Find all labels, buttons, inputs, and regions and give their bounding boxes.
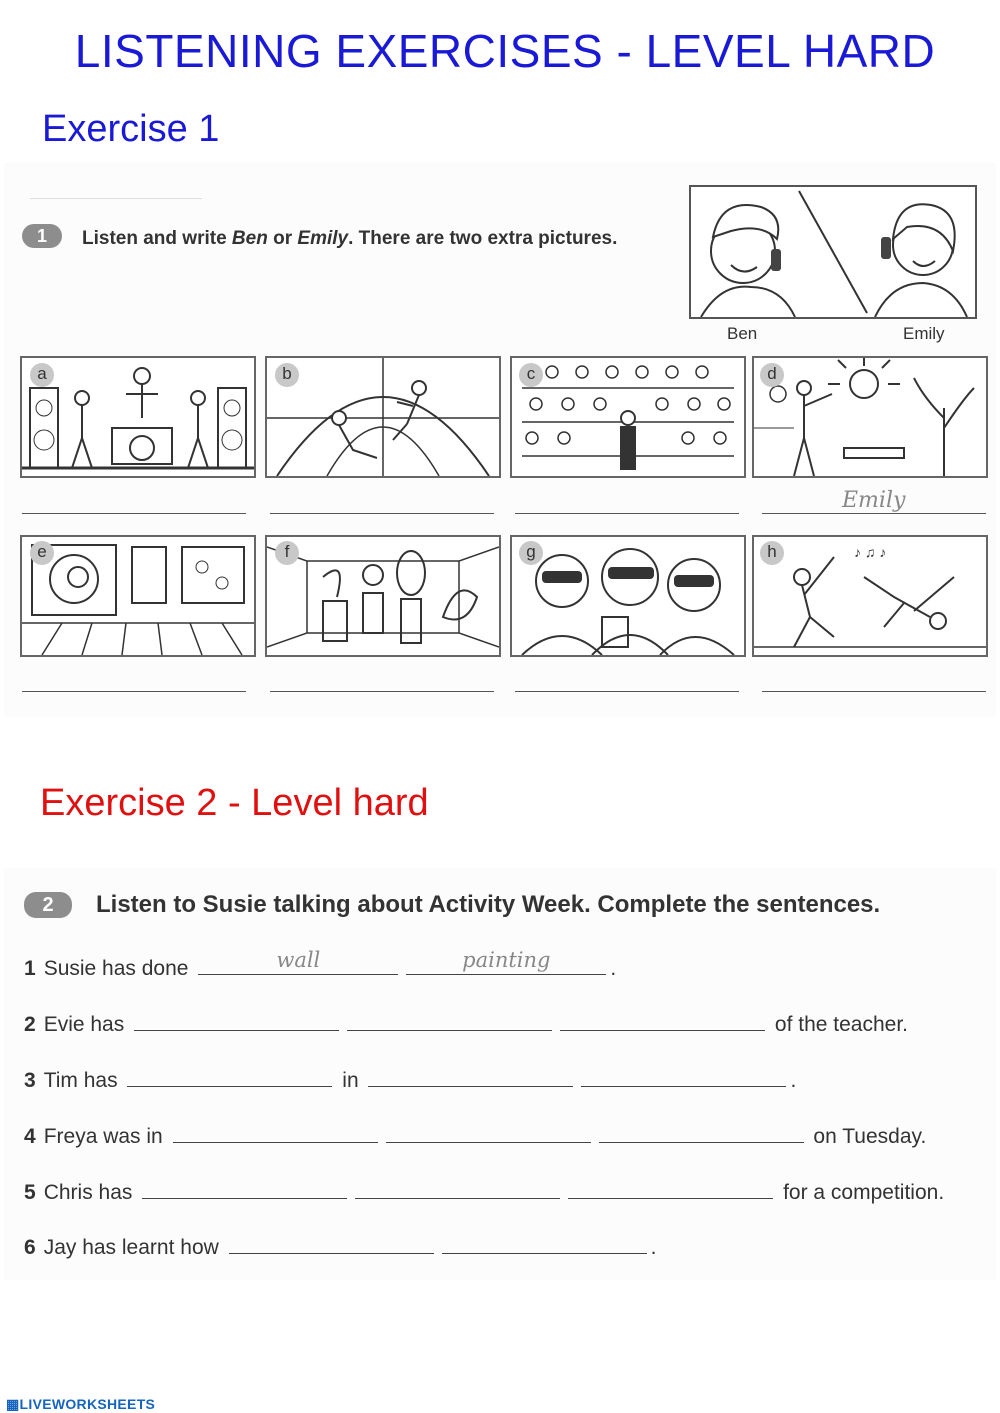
answer-d: Emily <box>842 488 906 513</box>
blank-input[interactable]: painting <box>406 956 606 975</box>
picture-a <box>20 356 256 478</box>
liveworksheets-logo: ▦LIVEWORKSHEETS <box>6 1396 156 1412</box>
exercise-1-instruction: Listen and write Ben or Emily. There are two extra pictures. <box>82 228 618 249</box>
sentence-4: 4 Freya was in on Tuesday. <box>24 1125 927 1148</box>
blank-input[interactable] <box>568 1180 773 1199</box>
art-gallery-icon <box>22 537 254 655</box>
answer-line-g[interactable] <box>515 691 739 692</box>
blank-input[interactable] <box>599 1124 804 1143</box>
sentence-1: 1 Susie has done wall painting . <box>24 948 617 980</box>
sculpture-museum-icon <box>267 537 499 655</box>
picture-g <box>510 535 746 657</box>
answer-line-h[interactable] <box>762 691 986 692</box>
worksheet-icon: ▦ <box>6 1396 20 1412</box>
answer-line-c[interactable] <box>515 513 739 514</box>
trapeze-icon <box>267 358 499 476</box>
orchestra-icon <box>512 358 744 476</box>
picture-letter-h: h <box>760 541 784 565</box>
sentence-6: 6 Jay has learnt how . <box>24 1236 657 1259</box>
picture-letter-b: b <box>275 363 299 387</box>
ben-emily-illustration <box>689 185 977 319</box>
blank-input[interactable] <box>347 1012 552 1031</box>
picture-h <box>752 535 988 657</box>
picture-letter-a: a <box>30 363 54 387</box>
picture-e <box>20 535 256 657</box>
page-title: LISTENING EXERCISES - LEVEL HARD <box>74 25 936 77</box>
picture-c <box>510 356 746 478</box>
exercise-1-heading: Exercise 1 <box>42 108 220 150</box>
3d-cinema-icon <box>512 537 744 655</box>
blank-input[interactable] <box>560 1012 765 1031</box>
blank-input[interactable] <box>581 1068 786 1087</box>
picture-letter-e: e <box>30 541 54 565</box>
blank-input[interactable] <box>173 1124 378 1143</box>
exercise-2-heading: Exercise 2 - Level hard <box>40 782 429 824</box>
picture-letter-g: g <box>519 541 543 565</box>
emily-label: Emily <box>903 324 945 343</box>
blank-input[interactable] <box>368 1068 573 1087</box>
exercise-1-number: 1 <box>22 224 62 248</box>
picture-letter-d: d <box>760 363 784 387</box>
answer-line-e[interactable] <box>22 691 246 692</box>
blank-input[interactable] <box>442 1235 647 1254</box>
picture-d <box>752 356 988 478</box>
sentence-2: 2 Evie has of the teacher. <box>24 1013 909 1036</box>
divider <box>30 198 202 199</box>
picture-f <box>265 535 501 657</box>
phone-call-icon <box>691 187 975 317</box>
sentence-5: 5 Chris has for a competition. <box>24 1181 945 1204</box>
exercise-2-instruction: Listen to Susie talking about Activity Week. Complete the sentences. <box>96 891 881 918</box>
picture-b <box>265 356 501 478</box>
blank-input[interactable] <box>127 1068 332 1087</box>
svg-text:♪ ♫ ♪: ♪ ♫ ♪ <box>854 544 887 560</box>
answer-line-f[interactable] <box>270 691 494 692</box>
blank-input[interactable] <box>229 1235 434 1254</box>
breakdance-icon <box>754 537 986 655</box>
exercise-2-number: 2 <box>24 892 72 918</box>
blank-input[interactable]: wall <box>198 956 398 975</box>
answer-line-d[interactable] <box>762 513 986 514</box>
picture-letter-f: f <box>275 541 299 565</box>
blank-input[interactable] <box>386 1124 591 1143</box>
answer-line-b[interactable] <box>270 513 494 514</box>
blank-input[interactable] <box>355 1180 560 1199</box>
rock-band-icon <box>22 358 254 476</box>
ben-label: Ben <box>727 324 758 343</box>
answer-line-a[interactable] <box>22 513 246 514</box>
picture-letter-c: c <box>519 363 543 387</box>
wall-painting-icon <box>754 358 986 476</box>
sentence-3: 3 Tim has in . <box>24 1069 797 1092</box>
blank-input[interactable] <box>134 1012 339 1031</box>
blank-input[interactable] <box>142 1180 347 1199</box>
